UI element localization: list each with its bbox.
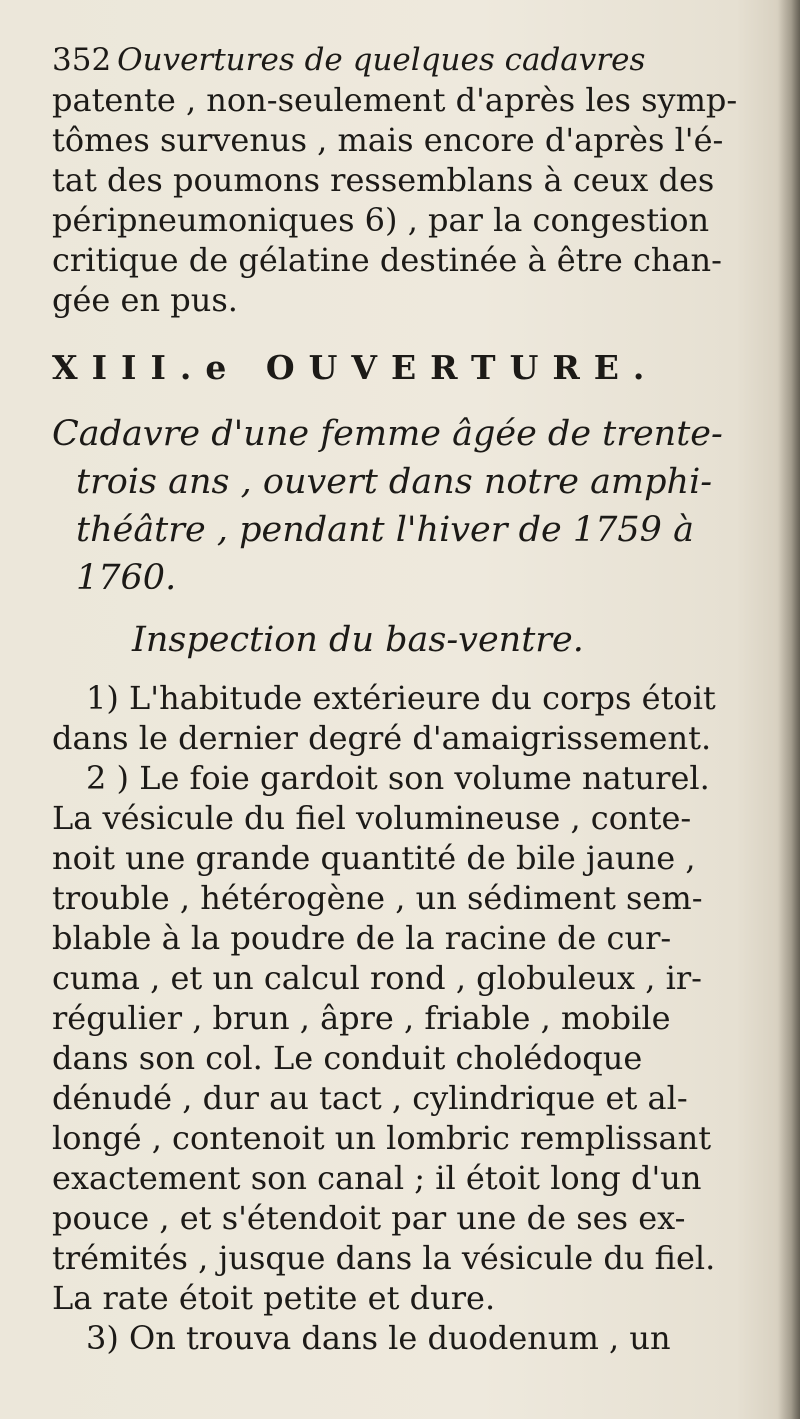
text-line: noit une grande quantité de bile jaune , [52, 839, 696, 877]
text-line: exactement son canal ; il étoit long d'un [52, 1159, 702, 1197]
page-edge-shadow [778, 0, 800, 1419]
text-line: La rate étoit petite et dure. [52, 1279, 496, 1317]
page-number: 352 [52, 42, 112, 78]
text-line: péripneumoniques 6) , par la congestion [52, 201, 710, 239]
case-title-line: trois ans , ouvert dans notre amphi- [76, 462, 713, 502]
text-line: 1) L'habitude extérieure du corps étoit [86, 679, 716, 717]
text-line: critique de gélatine destinée à être chan- [52, 241, 722, 279]
running-header [52, 40, 760, 80]
text-line: pouce , et s'étendoit par une de ses ex- [52, 1199, 686, 1237]
text-line: gée en pus. [52, 281, 238, 319]
text-line: longé , contenoit un lombric remplissant [52, 1119, 712, 1157]
case-title-line: Cadavre d'une femme âgée de trente- [52, 414, 723, 454]
text-line: dans le dernier degré d'amaigrissement. [52, 719, 712, 757]
subheading: Inspection du bas-ventre. [132, 620, 584, 660]
text-line: dénudé , dur au tact , cylindrique et al- [52, 1079, 688, 1117]
running-title: Ouvertures de quelques cadavres [117, 42, 646, 78]
section-heading: XIII.e OUVERTURE. [52, 348, 659, 387]
case-title-line: théâtre , pendant l'hiver de 1759 à [76, 510, 694, 550]
text-line: patente , non-seulement d'après les symp- [52, 81, 738, 119]
text-line: cuma , et un calcul rond , globuleux , ir- [52, 959, 702, 997]
text-line: La vésicule du fiel volumineuse , conte- [52, 799, 692, 837]
text-line: 3) On trouva dans le duodenum , un [86, 1319, 671, 1357]
text-line: tat des poumons ressemblans à ceux des [52, 161, 715, 199]
text-line: dans son col. Le conduit cholédoque [52, 1039, 643, 1077]
case-title-line: 1760. [76, 558, 177, 598]
text-line: blable à la poudre de la racine de cur- [52, 919, 672, 957]
text-line: 2 ) Le foie gardoit son volume naturel. [86, 759, 710, 797]
page-text [52, 40, 760, 1358]
text-line: trouble , hétérogène , un sédiment sem- [52, 879, 703, 917]
text-line: régulier , brun , âpre , friable , mobile [52, 999, 671, 1037]
text-line: tômes survenus , mais encore d'après l'é- [52, 121, 724, 159]
text-line: trémités , jusque dans la vésicule du fiel. [52, 1239, 716, 1277]
